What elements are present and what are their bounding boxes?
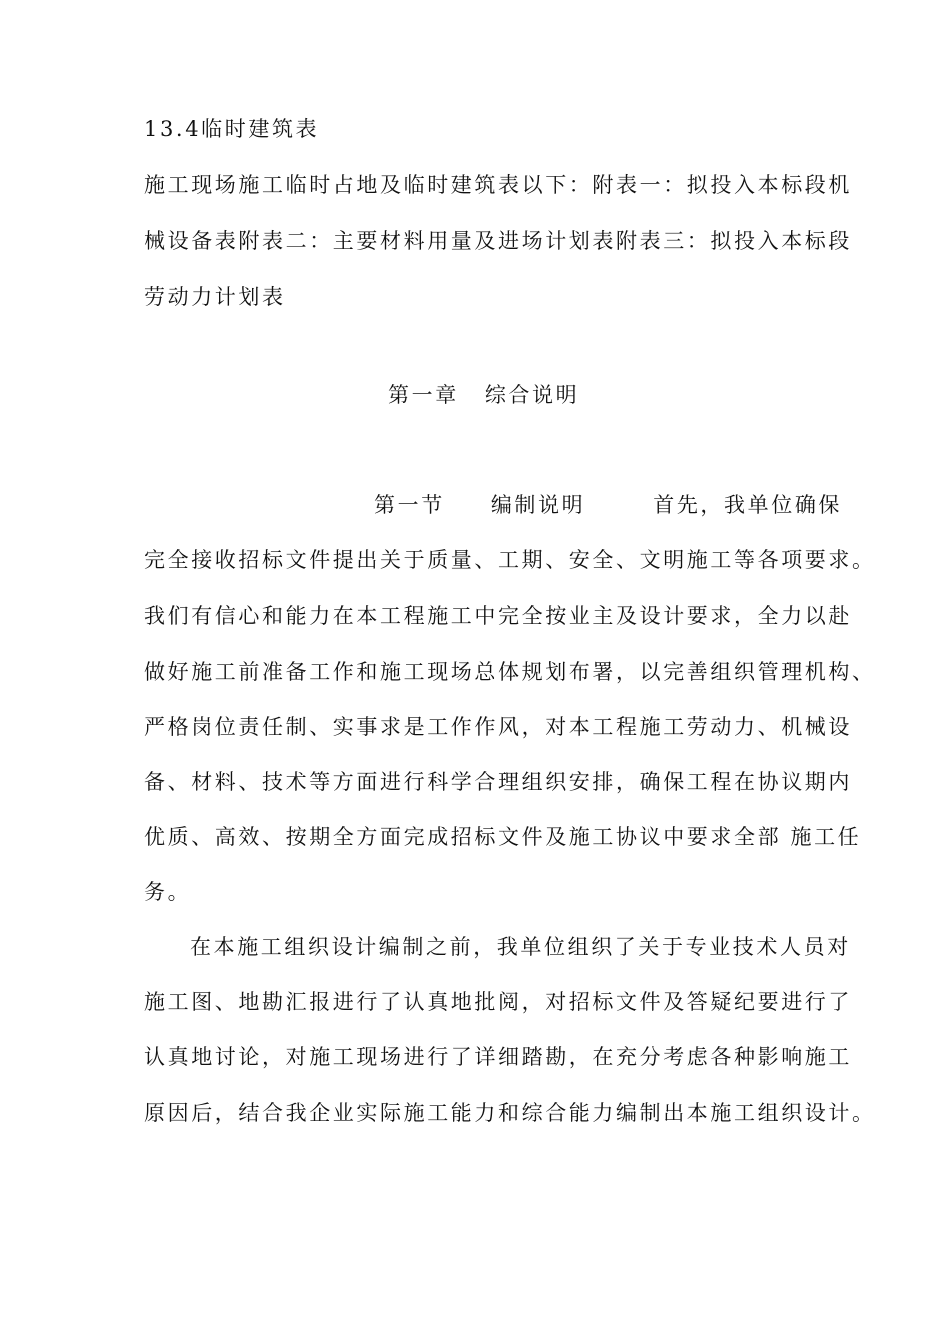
paragraph-line: 优质、高效、按期全方面完成招标文件及施工协议中要求全部 施工任 [144,825,862,849]
chapter-title: 综合说明 [484,383,580,407]
section-heading [374,491,842,519]
section-title: 13.4临时建筑表 [144,117,320,141]
chapter-number: 第一章 [388,383,459,407]
intro-line: 械设备表附表二：主要材料用量及进场计划表附表三：拟投入本标段 [144,229,852,253]
section-number: 第一节 [374,493,445,517]
paragraph-line: 施工图、地勘汇报进行了认真地批阅，对招标文件及答疑纪要进行了 [144,990,852,1014]
chapter-heading [388,381,579,409]
paragraph-line: 我们有信心和能力在本工程施工中完全按业主及设计要求，全力以赴 [144,604,852,628]
paragraph-line: 做好施工前准备工作和施工现场总体规划布署，以完善组织管理机构、 [144,660,876,684]
intro-line: 劳动力计划表 [144,285,286,309]
paragraph-line: 严格岗位责任制、实事求是工作作风，对本工程施工劳动力、机械设 [144,715,852,739]
paragraph-line: 在本施工组织设计编制之前，我单位组织了关于专业技术人员对 [190,935,851,959]
section-heading-title: 编制说明 [490,493,586,517]
paragraph-line: 原因后，结合我企业实际施工能力和综合能力编制出本施工组织设计。 [144,1101,876,1125]
paragraph-line: 完全接收招标文件提出关于质量、工期、安全、文明施工等各项要求。 [144,548,876,572]
intro-line: 施工现场施工临时占地及临时建筑表以下：附表一：拟投入本标段机 [144,173,852,197]
paragraph-line: 务。 [144,880,192,904]
paragraph-line: 备、材料、技术等方面进行科学合理组织安排，确保工程在协议期内 [144,770,852,794]
paragraph-line: 认真地讨论，对施工现场进行了详细踏勘，在充分考虑各种影响施工 [144,1045,852,1069]
section-lead-text: 首先，我单位确保 [653,493,843,517]
